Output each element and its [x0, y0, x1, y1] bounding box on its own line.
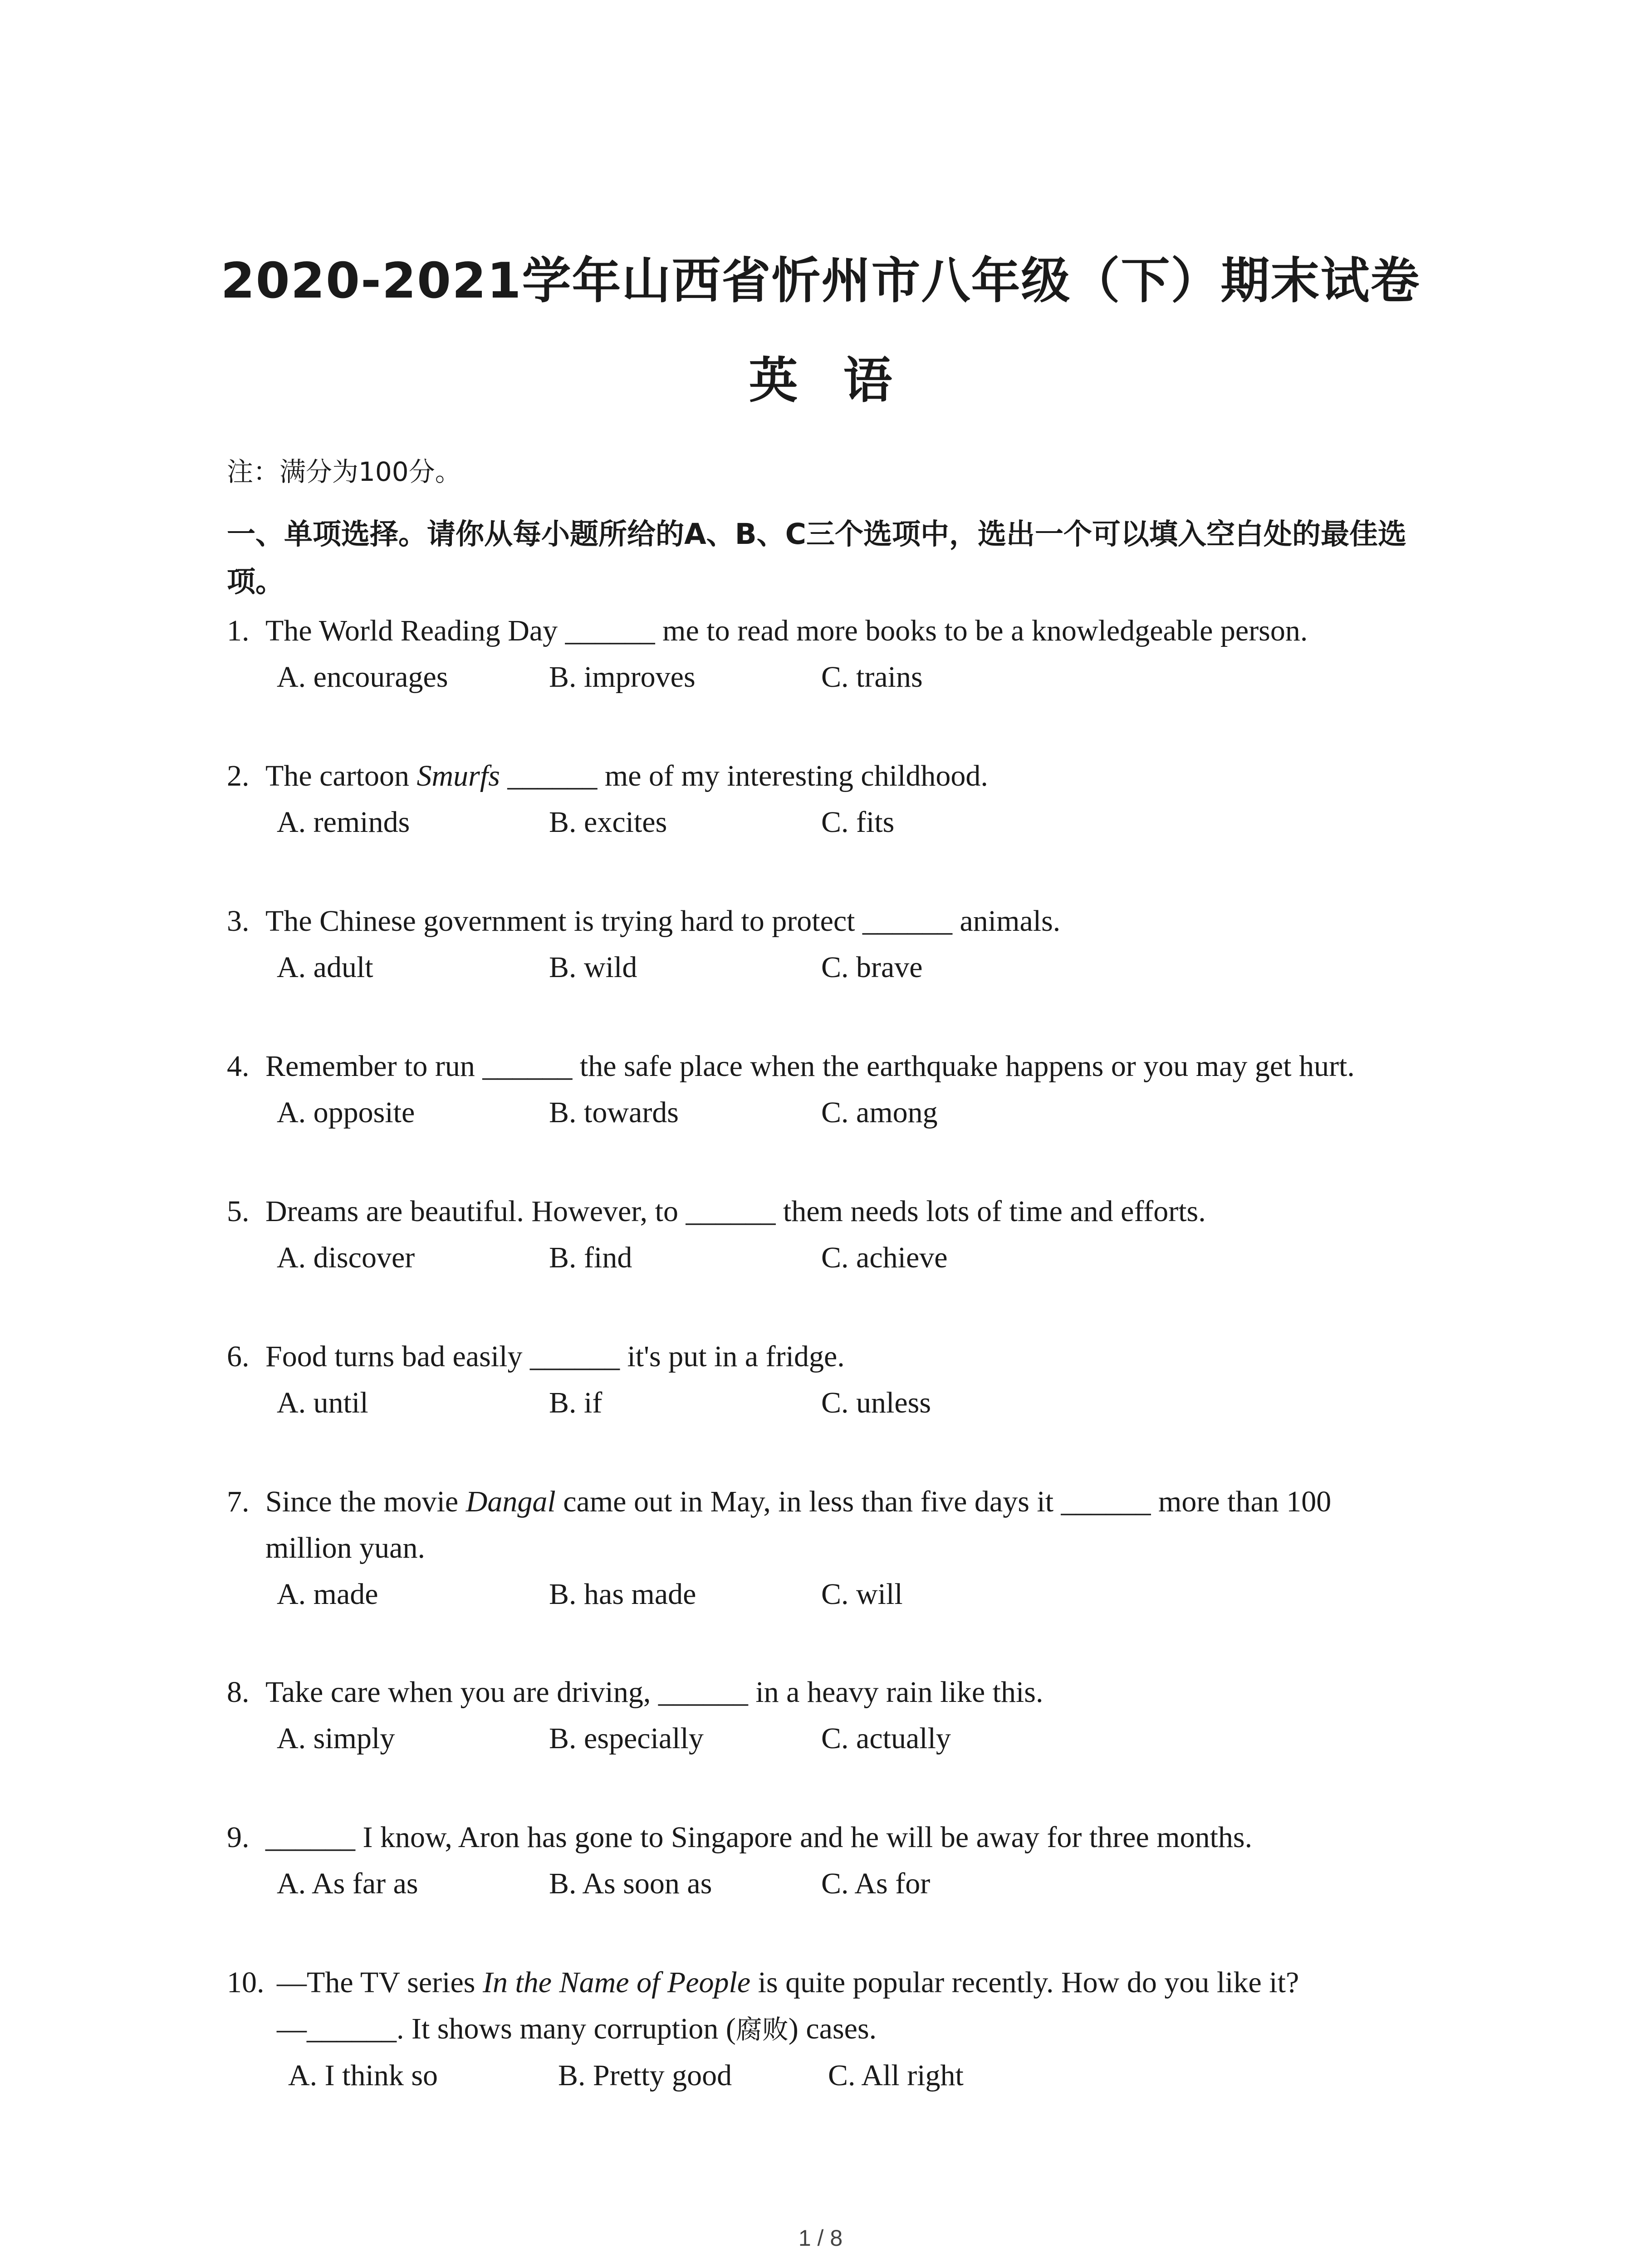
question-7 — [227, 1479, 1452, 1618]
question-4 — [227, 1043, 1452, 1136]
question-text-rest: is quite popular recently. How do you like it? — [750, 1966, 1299, 1999]
question-number: 6. — [227, 1340, 250, 1373]
option-a: A. adult — [277, 951, 373, 984]
question-text: Dreams are beautiful. However, to ______ them needs lots of time and efforts. — [265, 1195, 1206, 1228]
option-a: A. simply — [277, 1722, 395, 1755]
question-1 — [227, 608, 1452, 700]
option-b: B. Pretty good — [558, 2059, 732, 2092]
dialogue-reply-rest: ) cases. — [788, 2012, 877, 2045]
question-text: The World Reading Day ______ me to read more books to be a knowledgeable person. — [265, 614, 1308, 647]
option-c: C. trains — [821, 660, 923, 694]
option-a: A. until — [277, 1386, 368, 1419]
option-a: A. encourages — [277, 660, 448, 694]
question-text: Since the movie — [265, 1485, 466, 1518]
option-b: B. has made — [549, 1578, 696, 1611]
question-text: Food turns bad easily ______ it's put in a fridge. — [265, 1340, 845, 1373]
option-a: A. discover — [277, 1241, 415, 1274]
option-c: C. All right — [828, 2059, 964, 2092]
option-c: C. fits — [821, 806, 895, 839]
option-b: B. As soon as — [549, 1867, 712, 1900]
option-b: B. wild — [549, 951, 637, 984]
question-number: 5. — [227, 1195, 250, 1228]
question-number: 4. — [227, 1050, 250, 1083]
question-6 — [227, 1334, 1452, 1426]
question-number: 7. — [227, 1485, 250, 1518]
subject-title: 英语 — [749, 352, 938, 409]
page-number: 1 / 8 — [798, 2225, 843, 2251]
question-continuation: million yuan. — [265, 1531, 425, 1564]
question-3 — [227, 898, 1452, 991]
question-9 — [227, 1814, 1452, 1907]
question-5 — [227, 1188, 1452, 1281]
question-text: The cartoon — [265, 759, 417, 792]
section-heading: 一、单项选择。请你从每小题所给的A、B、C三个选项中，选出一个可以填入空白处的最佳选项。 — [227, 518, 1407, 598]
option-c: C. unless — [821, 1386, 931, 1419]
option-a: A. made — [277, 1578, 378, 1611]
option-c: C. brave — [821, 951, 923, 984]
question-8 — [227, 1669, 1452, 1762]
question-text-rest: ______ me of my interesting childhood. — [500, 759, 988, 792]
dialogue-reply: —______. It shows many corruption ( — [277, 2012, 736, 2045]
option-b: B. find — [549, 1241, 632, 1274]
question-text: Take care when you are driving, ______ in a heavy rain like this. — [265, 1676, 1043, 1709]
question-text: Remember to run ______ the safe place when the earthquake happens or you may get hurt. — [265, 1050, 1355, 1083]
option-a: A. I think so — [288, 2059, 438, 2092]
question-number: 3. — [227, 904, 250, 938]
question-number: 10. — [227, 1966, 265, 1999]
question-number: 2. — [227, 759, 250, 792]
question-italic-title: In the Name of People — [482, 1966, 751, 1999]
question-number: 8. — [227, 1676, 250, 1709]
option-c: C. As for — [821, 1867, 931, 1900]
question-number: 9. — [227, 1821, 250, 1854]
question-2 — [227, 753, 1452, 846]
option-b: B. towards — [549, 1096, 679, 1129]
chinese-gloss: 腐败 — [735, 2014, 789, 2045]
exam-title: 2020-2021学年山西省忻州市八年级（下）期末试卷 — [220, 253, 1421, 309]
option-b: B. if — [549, 1386, 603, 1419]
question-text: —The TV series — [277, 1966, 483, 1999]
option-a: A. opposite — [277, 1096, 415, 1129]
option-b: B. improves — [549, 660, 696, 694]
question-italic-title: Smurfs — [416, 759, 500, 792]
option-a: A. As far as — [277, 1867, 418, 1900]
option-c: C. achieve — [821, 1241, 948, 1274]
score-note: 注：满分为100分。 — [227, 456, 461, 487]
question-10 — [227, 1960, 1452, 2099]
option-c: C. among — [821, 1096, 938, 1129]
question-text-rest: came out in May, in less than five days it ______ more than 100 — [555, 1485, 1332, 1518]
question-italic-title: Dangal — [465, 1485, 556, 1518]
question-continuation — [227, 2006, 1452, 2053]
option-b: B. excites — [549, 806, 667, 839]
option-a: A. reminds — [277, 806, 410, 839]
option-c: C. actually — [821, 1722, 951, 1755]
option-b: B. especially — [549, 1722, 704, 1755]
question-number: 1. — [227, 614, 250, 647]
question-text: ______ I know, Aron has gone to Singapore and he will be away for three months. — [265, 1821, 1253, 1854]
option-c: C. will — [821, 1578, 903, 1611]
question-text: The Chinese government is trying hard to protect ______ animals. — [265, 904, 1061, 938]
